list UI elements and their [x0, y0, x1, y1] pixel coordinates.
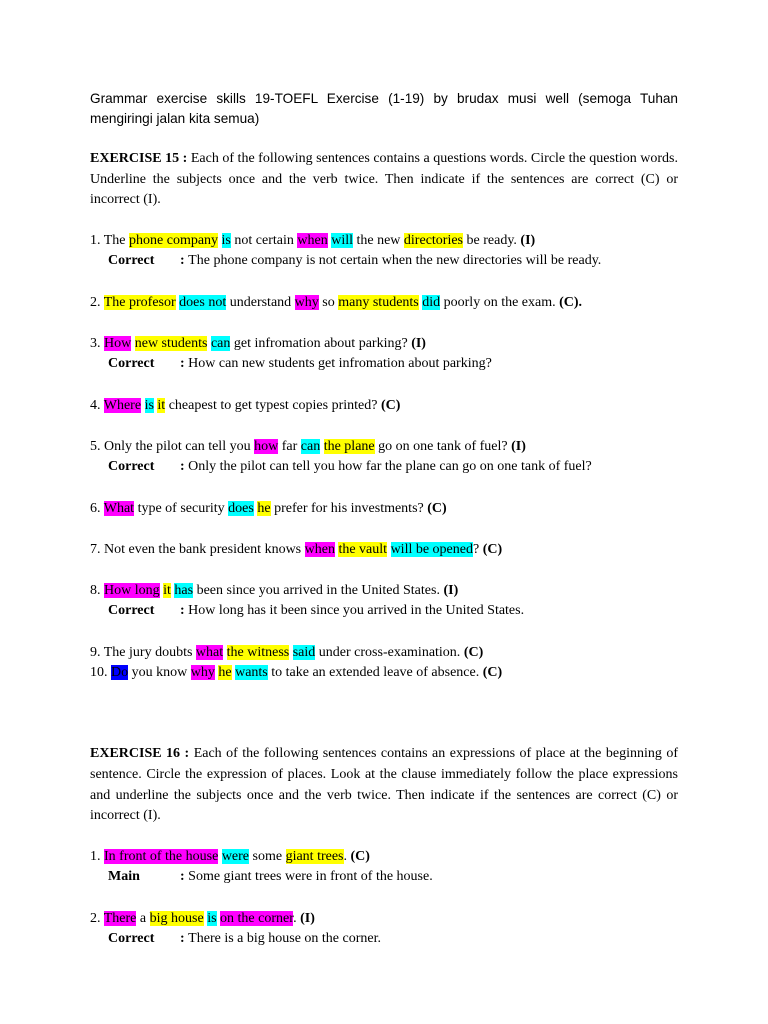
highlighted-word: when [297, 232, 328, 248]
sentence-text: ? [472, 541, 483, 557]
correction-text: How can new students get infromation about parking? [188, 356, 492, 372]
exercise-item [90, 396, 678, 417]
sentence-line [90, 334, 678, 355]
correction-label: Correct [108, 459, 155, 475]
correction-text: The phone company is not certain when the new directories will be ready. [188, 253, 602, 269]
highlighted-word: is [207, 910, 217, 926]
exercise-15-instructions: Each of the following sentences contains a questions words. Circle the question words. Underline the subjects once and the verb twice. Then indicate if the sentences are correct (C) or incorrect (I). [90, 151, 678, 208]
correction-text: How long has it been since you arrived in the United States. [188, 603, 525, 619]
highlighted-word: can [300, 438, 321, 454]
sentence-text: . [293, 910, 301, 926]
highlighted-word: Do [111, 665, 129, 681]
colon: : [180, 459, 189, 475]
sentence-text: be ready. [463, 232, 521, 248]
exercise-item [90, 540, 678, 561]
sentence-line [90, 847, 678, 868]
sentence-text: understand [226, 294, 295, 310]
highlighted-word: the witness [226, 644, 290, 660]
colon: : [180, 869, 189, 885]
sentence-text: some [249, 848, 286, 864]
highlighted-word: giant trees [285, 848, 344, 864]
verdict-mark: (I) [443, 582, 459, 598]
exercise-16-title: EXERCISE 16 : [90, 746, 190, 762]
sentence-line [90, 663, 678, 684]
sentence-line [90, 499, 678, 520]
sentence-text: the new [352, 232, 404, 248]
sentence-text: not certain [230, 232, 298, 248]
sentence-text: cheapest to get typest copies printed? [165, 397, 381, 413]
sentence-text: 7. Not even the bank president knows [90, 541, 305, 557]
highlighted-word: There [103, 910, 137, 926]
highlighted-word: it [157, 397, 166, 413]
correction-line [90, 251, 678, 272]
correction-line [90, 929, 678, 950]
sentence-text: 1. [90, 848, 104, 864]
sentence-line [90, 581, 678, 602]
colon: : [180, 253, 189, 269]
sentence-line [90, 643, 678, 664]
highlighted-word: will [331, 232, 353, 248]
sentence-text: type of security [134, 500, 229, 516]
exercise-item [90, 231, 678, 272]
sentence-text: 8. [90, 582, 104, 598]
correction-text: Some giant trees were in front of the house. [188, 869, 433, 885]
highlighted-word: he [257, 500, 271, 516]
highlighted-word: How long [104, 582, 160, 598]
exercise-item [90, 643, 678, 664]
sentence-text: a [136, 910, 150, 926]
exercise-15-intro [90, 149, 678, 211]
sentence-text: so [318, 294, 339, 310]
correction-line [90, 457, 678, 478]
sentence-text: under cross-examination. [315, 644, 464, 660]
correction-label: Correct [108, 356, 155, 372]
exercise-item [90, 847, 678, 888]
sentence-text: 2. [90, 910, 104, 926]
highlighted-word: why [190, 665, 215, 681]
exercise-15-items [90, 231, 678, 684]
highlighted-word: The profesor [103, 294, 176, 310]
highlighted-word: it [163, 582, 171, 598]
highlighted-word: is [144, 397, 154, 413]
highlighted-word: does [228, 500, 254, 516]
exercise-item [90, 293, 678, 314]
colon: : [180, 603, 189, 619]
sentence-text: get infromation about parking? [230, 335, 412, 351]
highlighted-word: will be opened [390, 541, 473, 557]
highlighted-word: new students [134, 335, 208, 351]
correction-text: There is a big house on the corner. [188, 931, 381, 947]
highlighted-word: Where [103, 397, 142, 413]
highlighted-word: What [103, 500, 135, 516]
verdict-mark: (C). [559, 294, 583, 310]
exercise-item [90, 663, 678, 684]
sentence-line [90, 396, 678, 417]
exercise-item [90, 499, 678, 520]
highlighted-word: directories [403, 232, 464, 248]
highlighted-word: has [174, 582, 194, 598]
highlighted-word: why [294, 294, 319, 310]
highlighted-word: on the corner [220, 910, 294, 926]
exercise-item [90, 334, 678, 375]
exercise-16-instructions: Each of the following sentences contains an expressions of place at the beginning of sentence. Circle the expression of places. Look at the clause immediately follow the place expressions and underline the subjects once and the verb twice. Then indicate if the sentences are correct (C) or incorrect (I). [90, 746, 678, 824]
verdict-mark: (C) [350, 848, 370, 864]
highlighted-word: what [195, 644, 224, 660]
exercise-item [90, 581, 678, 622]
highlighted-word: phone company [129, 232, 219, 248]
sentence-text: been since you arrived in the United States. [193, 582, 444, 598]
sentence-line [90, 231, 678, 252]
verdict-mark: (I) [300, 910, 315, 926]
sentence-text: 9. The jury doubts [90, 644, 196, 660]
highlighted-word: can [210, 335, 231, 351]
highlighted-word: were [221, 848, 250, 864]
sentence-text: prefer for his investments? [270, 500, 428, 516]
sentence-text: 5. Only the pilot can tell you [90, 438, 255, 454]
highlighted-word: wants [235, 665, 268, 681]
highlighted-word: how [254, 438, 279, 454]
correction-label: Correct [108, 603, 155, 619]
correction-label: Correct [108, 931, 155, 947]
highlighted-word: the vault [338, 541, 388, 557]
verdict-mark: (I) [511, 438, 526, 454]
sentence-line [90, 909, 678, 930]
highlighted-word: How [104, 335, 132, 351]
correction-line [90, 354, 678, 375]
sentence-text: 1. The [90, 232, 130, 248]
document-page [90, 89, 678, 970]
highlighted-word: many students [338, 294, 419, 310]
correction-line [90, 867, 678, 888]
exercise-item [90, 437, 678, 478]
sentence-line [90, 293, 678, 314]
sentence-text: 2. [90, 294, 104, 310]
sentence-text: 3. [90, 335, 104, 351]
sentence-text: 4. [90, 397, 104, 413]
correction-line [90, 601, 678, 622]
exercise-16-intro [90, 744, 678, 826]
exercise-item [90, 909, 678, 950]
verdict-mark: (C) [482, 665, 503, 681]
correction-label: Correct [108, 253, 155, 269]
colon: : [180, 931, 189, 947]
correction-text: Only the pilot can tell you how far the plane can go on one tank of fuel? [188, 459, 592, 475]
highlighted-word: does not [179, 294, 227, 310]
sentence-text: poorly on the exam. [440, 294, 560, 310]
exercise-15-title: EXERCISE 15 : [90, 151, 188, 166]
sentence-text: far [278, 438, 301, 454]
sentence-text: go on one tank of fuel? [374, 438, 512, 454]
highlighted-word: when [304, 541, 335, 557]
highlighted-word: said [292, 644, 316, 660]
verdict-mark: (C) [427, 500, 447, 516]
highlighted-word: In front of the house [104, 848, 219, 864]
highlighted-word: the plane [323, 438, 375, 454]
highlighted-word: he [218, 665, 232, 681]
verdict-mark: (C) [380, 397, 401, 413]
sentence-text: 10. [90, 665, 111, 681]
sentence-text: you know [128, 665, 191, 681]
verdict-mark: (C) [482, 541, 503, 557]
document-header: Grammar exercise skills 19-TOEFL Exercise (1-19) by brudax musi well (semoga Tuhan mengiringi jalan kita semua) [90, 91, 678, 126]
verdict-mark: (I) [411, 335, 426, 351]
sentence-text: to take an extended leave of absence. [267, 665, 483, 681]
highlighted-word: is [221, 232, 231, 248]
sentence-line [90, 437, 678, 458]
exercise-16-items [90, 847, 678, 950]
sentence-text: 6. [90, 500, 104, 516]
verdict-mark: (C) [463, 644, 484, 660]
verdict-mark: (I) [520, 232, 536, 248]
sentence-line [90, 540, 678, 561]
highlighted-word: did [422, 294, 441, 310]
section-gap [90, 704, 678, 744]
sentence-text: . [343, 848, 351, 864]
colon: : [180, 356, 189, 372]
highlighted-word: big house [149, 910, 204, 926]
correction-label: Main [108, 869, 140, 885]
